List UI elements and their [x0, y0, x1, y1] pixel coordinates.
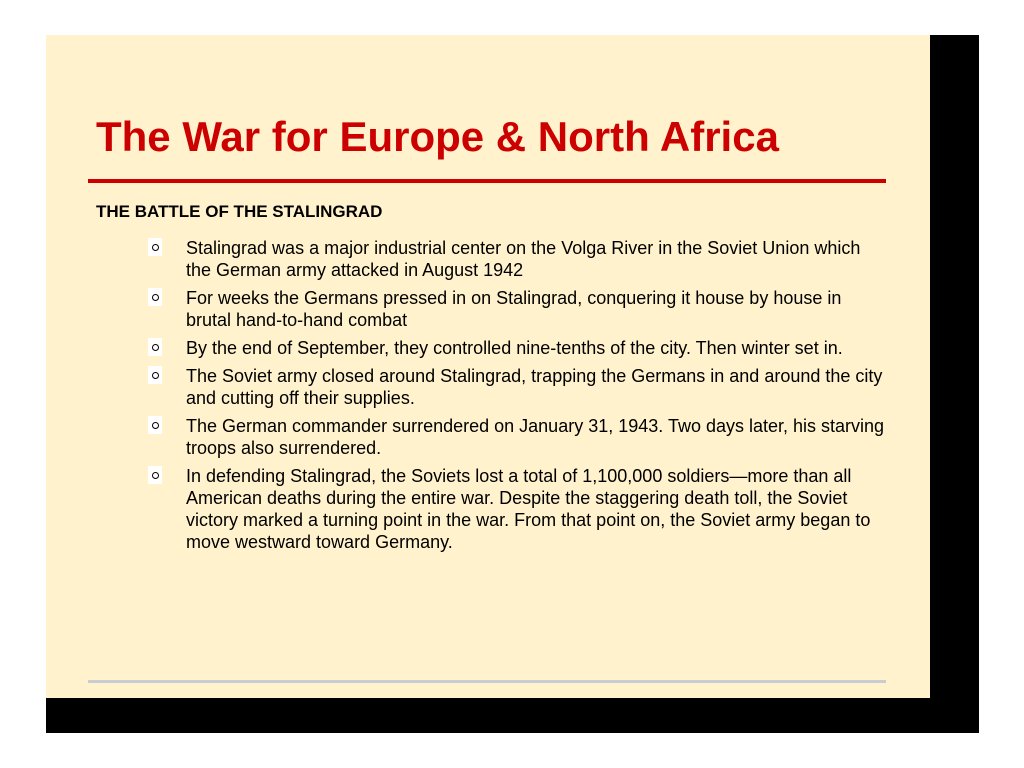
slide-shadow-right — [930, 35, 979, 733]
hollow-circle-bullet-icon — [148, 366, 162, 384]
hollow-circle-bullet-icon — [148, 338, 162, 356]
bullet-text: The German commander surrendered on January 31, 1943. Two days later, his starving troops also surrendered. — [186, 416, 885, 458]
bullet-text: The Soviet army closed around Stalingrad, trapping the Germans in and around the city and cutting off their supplies. — [186, 366, 883, 408]
hollow-circle-bullet-icon — [148, 416, 162, 434]
slide-title: The War for Europe & North Africa — [96, 113, 779, 160]
slide-shadow-bottom — [46, 698, 979, 733]
bullet-item — [144, 465, 888, 553]
hollow-circle-bullet-icon — [148, 238, 162, 256]
bullet-text: For weeks the Germans pressed in on Stalingrad, conquering it house by house in brutal hand-to-hand combat — [186, 288, 842, 330]
bullet-text: In defending Stalingrad, the Soviets lost a total of 1,100,000 soldiers—more than all American deaths during the entire war. Despite the staggering death toll, the Soviet victory marked a turning point in the war. From that point on, the Soviet army began to move westward toward Germany. — [186, 466, 871, 552]
bottom-divider — [88, 680, 886, 683]
section-heading: THE BATTLE OF THE STALINGRAD — [96, 202, 383, 221]
title-divider — [88, 179, 886, 183]
bullet-item — [144, 287, 888, 331]
bullet-item — [144, 337, 888, 359]
bullet-item — [144, 365, 888, 409]
bullet-item — [144, 415, 888, 459]
hollow-circle-bullet-icon — [148, 288, 162, 306]
bullet-text: By the end of September, they controlled nine-tenths of the city. Then winter set in. — [186, 338, 843, 358]
bullet-list — [144, 237, 888, 559]
bullet-item — [144, 237, 888, 281]
bullet-text: Stalingrad was a major industrial center on the Volga River in the Soviet Union which the German army attacked in August 1942 — [186, 238, 861, 280]
hollow-circle-bullet-icon — [148, 466, 162, 484]
slide — [46, 35, 930, 698]
